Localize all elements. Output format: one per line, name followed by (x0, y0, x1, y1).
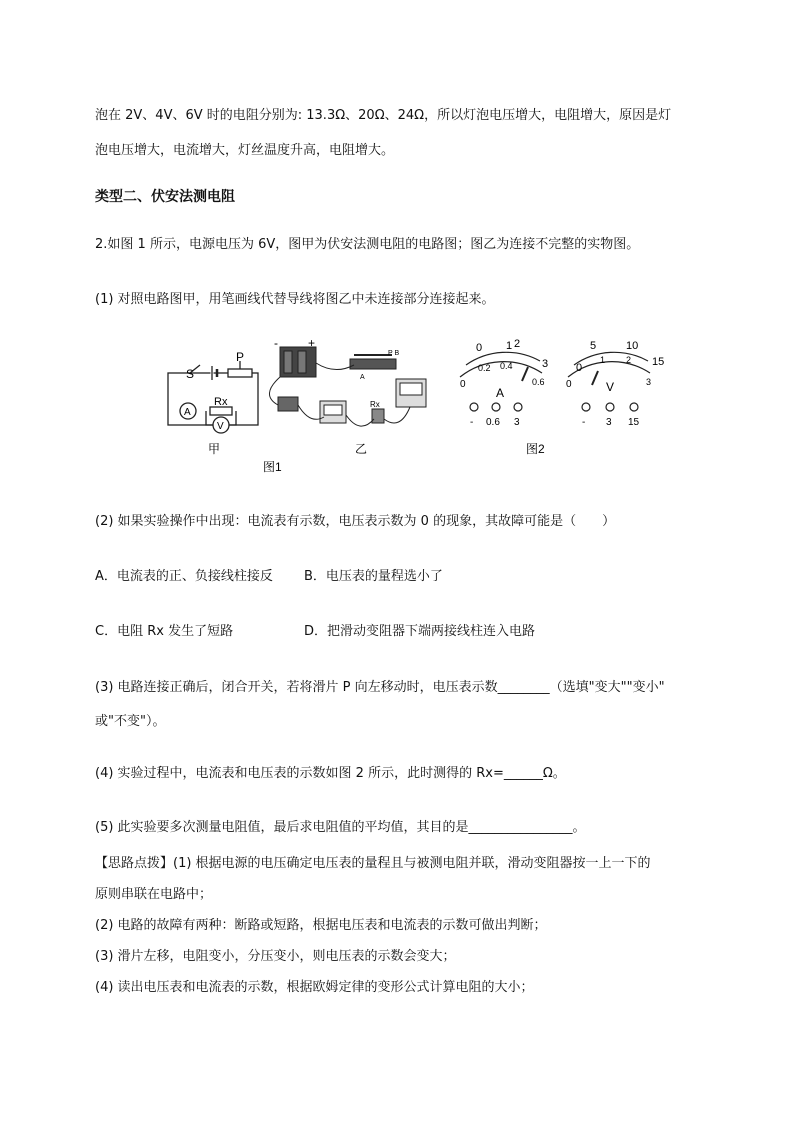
label-p: P (236, 350, 245, 364)
question-part-3-line-1: (3) 电路连接正确后，闭合开关，若将滑片 P 向左移动时，电压表示数________（选填"变大""变小" (95, 680, 665, 695)
label-a: A (184, 407, 191, 418)
voltmeter-terminals (582, 403, 638, 411)
hint-line-2: 原则串联在电路中； (95, 887, 213, 902)
ammeter-bottom-1: 0.2 (478, 363, 491, 373)
option-a: A．电流表的正、负接线柱接反 (95, 569, 273, 584)
voltmeter-bottom-0: 0 (566, 379, 572, 390)
option-d: D．把滑动变阻器下端两接线柱连入电路 (304, 624, 536, 639)
figure-1 (160, 335, 440, 475)
ammeter-top-2: 2 (514, 338, 521, 350)
question-part-3-line-2: 或"不变"）。 (95, 714, 166, 729)
label-jia: 甲 (208, 442, 221, 456)
ammeter-top-3: 3 (542, 358, 549, 370)
voltmeter-bottom-3: 3 (646, 377, 652, 387)
question-part-2: (2) 如果实验操作中出现：电流表有示数，电压表示数为 0 的现象，其故障可能是（ ） (95, 514, 616, 529)
ammeter-top-1: 1 (506, 340, 513, 352)
label-s: S (186, 367, 195, 381)
ammeter-bottom-0: 0 (460, 379, 466, 390)
circuit-diagram-jia (168, 361, 258, 433)
question-part-5: (5) 此实验要多次测量电阻值，最后求电阻值的平均值，其目的是________________。 (95, 820, 586, 835)
label-rx: Rx (214, 396, 228, 408)
voltmeter-top-0: 0 (576, 362, 583, 374)
voltmeter-symbol: V (606, 380, 615, 394)
voltmeter-top-5: 5 (590, 340, 597, 352)
figure-2 (440, 335, 690, 465)
intro-line-1: 泡在 2V、4V、6V 时的电阻分别为: 13.3Ω、20Ω、24Ω，所以灯泡电压增大，电阻增大，原因是灯 (95, 108, 672, 123)
section-title: 类型二、伏安法测电阻 (95, 189, 235, 205)
voltmeter-terminal-neg: - (582, 417, 586, 428)
hint-line-5: (4) 读出电压表和电流表的示数，根据欧姆定律的变形公式计算电阻的大小； (95, 980, 534, 995)
figure-2-caption: 图2 (526, 442, 545, 456)
ammeter-terminal-neg: - (470, 417, 474, 428)
option-c: C．电阻 Rx 发生了短路 (95, 624, 234, 639)
voltmeter-top-10: 10 (626, 340, 639, 352)
label-v: V (217, 421, 224, 432)
voltmeter-bottom-2: 2 (626, 355, 632, 365)
label-minus: - (274, 336, 278, 350)
ammeter-terminals (470, 403, 522, 411)
ammeter-symbol: A (496, 386, 505, 400)
physical-circuit-yi (269, 347, 426, 426)
label-rx-2: Rx (370, 400, 380, 409)
ammeter-bottom-3: 0.6 (532, 377, 545, 387)
option-b: B．电压表的量程选小了 (304, 569, 443, 584)
figure-1-caption: 图1 (263, 460, 282, 474)
label-yi: 乙 (355, 442, 368, 456)
voltmeter-bottom-1: 1 (600, 355, 606, 365)
voltmeter-top-15: 15 (652, 356, 665, 368)
question-part-1: (1) 对照电路图甲，用笔画线代替导线将图乙中未连接部分连接起来。 (95, 292, 495, 307)
ammeter-terminal-3: 3 (514, 417, 520, 428)
hint-line-1: 【思路点拨】(1) 根据电源的电压确定电压表的量程且与被测电阻并联，滑动变阻器按一上一下的 (95, 856, 651, 871)
voltmeter-terminal-15: 15 (628, 417, 640, 428)
ammeter-bottom-2: 0.4 (500, 361, 513, 371)
hint-line-4: (3) 滑片左移，电阻变小，分压变小，则电压表的示数会变大； (95, 949, 456, 964)
question-stem: 2.如图 1 所示，电源电压为 6V，图甲为伏安法测电阻的电路图；图乙为连接不完整的实物图。 (95, 237, 640, 252)
label-rheostat-a: A (360, 374, 365, 381)
question-part-4: (4) 实验过程中，电流表和电压表的示数如图 2 所示，此时测得的 Rx=______Ω。 (95, 766, 566, 781)
ammeter-top-0: 0 (476, 342, 483, 354)
ammeter-terminal-06: 0.6 (486, 417, 500, 428)
hint-line-3: (2) 电路的故障有两种：断路或短路，根据电压表和电流表的示数可做出判断； (95, 918, 547, 933)
label-p-b: P B (388, 350, 400, 357)
voltmeter-terminal-3: 3 (606, 417, 612, 428)
label-plus: + (308, 336, 316, 350)
intro-line-2: 泡电压增大，电流增大，灯丝温度升高，电阻增大。 (95, 143, 395, 158)
